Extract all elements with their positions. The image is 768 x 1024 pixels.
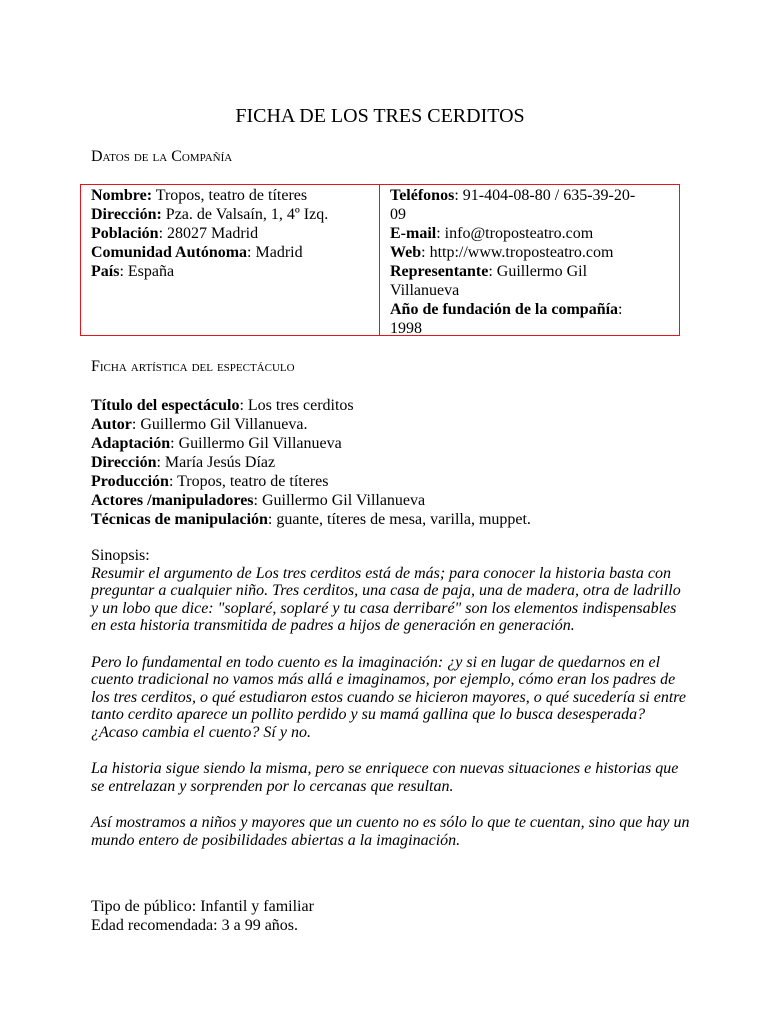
- field-label: Título del espectáculo: [91, 397, 240, 414]
- company-city-line: [91, 224, 379, 243]
- company-founded-line: [390, 300, 649, 338]
- field-value: : Guillermo Gil Villanueva: [390, 263, 588, 299]
- company-info-right-cell: [380, 185, 679, 335]
- synopsis-paragraph: [91, 760, 691, 795]
- company-email-line: [390, 224, 649, 243]
- field-label: Dirección: [91, 454, 157, 471]
- company-info-table: [80, 184, 680, 336]
- field-value: : Guillermo Gil Villanueva.: [131, 416, 308, 433]
- field-value: : guante, títeres de mesa, varilla, muppet.: [267, 511, 531, 528]
- field-value: : España: [119, 263, 175, 280]
- company-web-line: [390, 243, 649, 262]
- production-line: [91, 472, 691, 491]
- document-title: FICHA DE LOS TRES CERDITOS: [235, 105, 525, 127]
- artistic-section-heading: Ficha artística del espectáculo: [91, 358, 295, 375]
- field-value: : Los tres cerditos: [239, 397, 354, 414]
- adaptation-line: [91, 434, 691, 453]
- field-label: País: [91, 263, 120, 280]
- artistic-details: [91, 396, 691, 529]
- synopsis-paragraph: [91, 814, 691, 849]
- synopsis-paragraph: [91, 654, 691, 742]
- field-value: : 91-404-08-80 / 635-39-20-09: [390, 187, 636, 223]
- field-label: Adaptación: [91, 435, 171, 452]
- field-label: Año de fundación de la compañía: [390, 301, 619, 318]
- field-label: Web: [390, 244, 422, 261]
- field-value: : 1998: [390, 301, 623, 337]
- synopsis-paragraph: [91, 565, 691, 635]
- synopsis-text: Resumir el argumento de Los tres cerditos está de más; para conocer la historia basta con preguntar a cualquier niño. Tres cerditos, una casa de paja, una de madera, otra de ladrillo y un lobo que dice: "soplaré, soplaré y tu casa derribaré" son los elementos indispensables en esta historia transmitida de padres a hijos de generación en generación.: [91, 564, 681, 634]
- field-label: Autor: [91, 416, 132, 433]
- age-line: Edad recomendada: 3 a 99 años.: [91, 917, 299, 934]
- company-representative-line: [390, 262, 649, 300]
- field-label: Actores /manipuladores: [91, 492, 254, 509]
- company-info-left-cell: [81, 185, 380, 335]
- field-label: Producción: [91, 473, 169, 490]
- company-address-line: [91, 205, 379, 224]
- author-line: [91, 415, 691, 434]
- synopsis-section: [91, 547, 691, 849]
- actors-line: [91, 491, 691, 510]
- field-label: Técnicas de manipulación: [91, 511, 268, 528]
- field-value: : http://www.troposteatro.com: [421, 244, 614, 261]
- company-section-heading: Datos de la Compañía: [91, 148, 233, 165]
- field-value: : María Jesús Díaz: [156, 454, 276, 471]
- field-label: Población: [91, 225, 159, 242]
- field-value: Tropos, teatro de títeres: [152, 187, 308, 204]
- audience-section: [91, 897, 314, 935]
- field-value: : info@troposteatro.com: [436, 225, 594, 242]
- synopsis-text: Así mostramos a niños y mayores que un cuento no es sólo lo que te cuentan, sino que hay un mundo entero de posibilidades abiertas a la imaginación.: [91, 814, 690, 849]
- field-value: : Guillermo Gil Villanueva: [170, 435, 342, 452]
- field-value: : 28027 Madrid: [158, 225, 259, 242]
- field-label: Representante: [390, 263, 489, 280]
- company-phones-line: [390, 186, 649, 224]
- audience-line: Tipo de público: Infantil y familiar: [91, 898, 314, 915]
- synopsis-text: La historia sigue siendo la misma, pero se enriquece con nuevas situaciones e historias que se entrelazan y sorprenden por lo cercanas que resultan.: [91, 760, 679, 795]
- field-label: Teléfonos: [390, 187, 455, 204]
- company-country-line: [91, 262, 379, 281]
- field-label: E-mail: [390, 225, 437, 242]
- company-name-line: [91, 186, 379, 205]
- direction-line: [91, 453, 691, 472]
- company-region-line: [91, 243, 379, 262]
- field-label: Comunidad Autónoma: [91, 244, 248, 261]
- synopsis-text: Pero lo fundamental en todo cuento es la imaginación: ¿y si en lugar de quedarnos en el cuento tradicional no vamos más allá e imaginamos, por ejemplo, cómo eran los padres de los tres cerditos, o qué estudiaron estos cuando se hicieron mayores, o qué sucedería si entre tanto cerdito aparece un pollito perdido y su mamá gallina que lo busca desesperada? ¿Acaso cambia el cuento? Sí y no.: [91, 653, 687, 741]
- synopsis-label: Sinopsis:: [91, 547, 150, 564]
- show-title-line: [91, 396, 691, 415]
- field-value: : Tropos, teatro de títeres: [168, 473, 329, 490]
- field-label: Nombre:: [91, 187, 153, 204]
- field-value: : Madrid: [247, 244, 303, 261]
- field-label: Dirección:: [91, 206, 162, 223]
- field-value: Pza. de Valsaín, 1, 4º Izq.: [161, 206, 329, 223]
- field-value: : Guillermo Gil Villanueva: [253, 492, 426, 509]
- techniques-line: [91, 510, 691, 529]
